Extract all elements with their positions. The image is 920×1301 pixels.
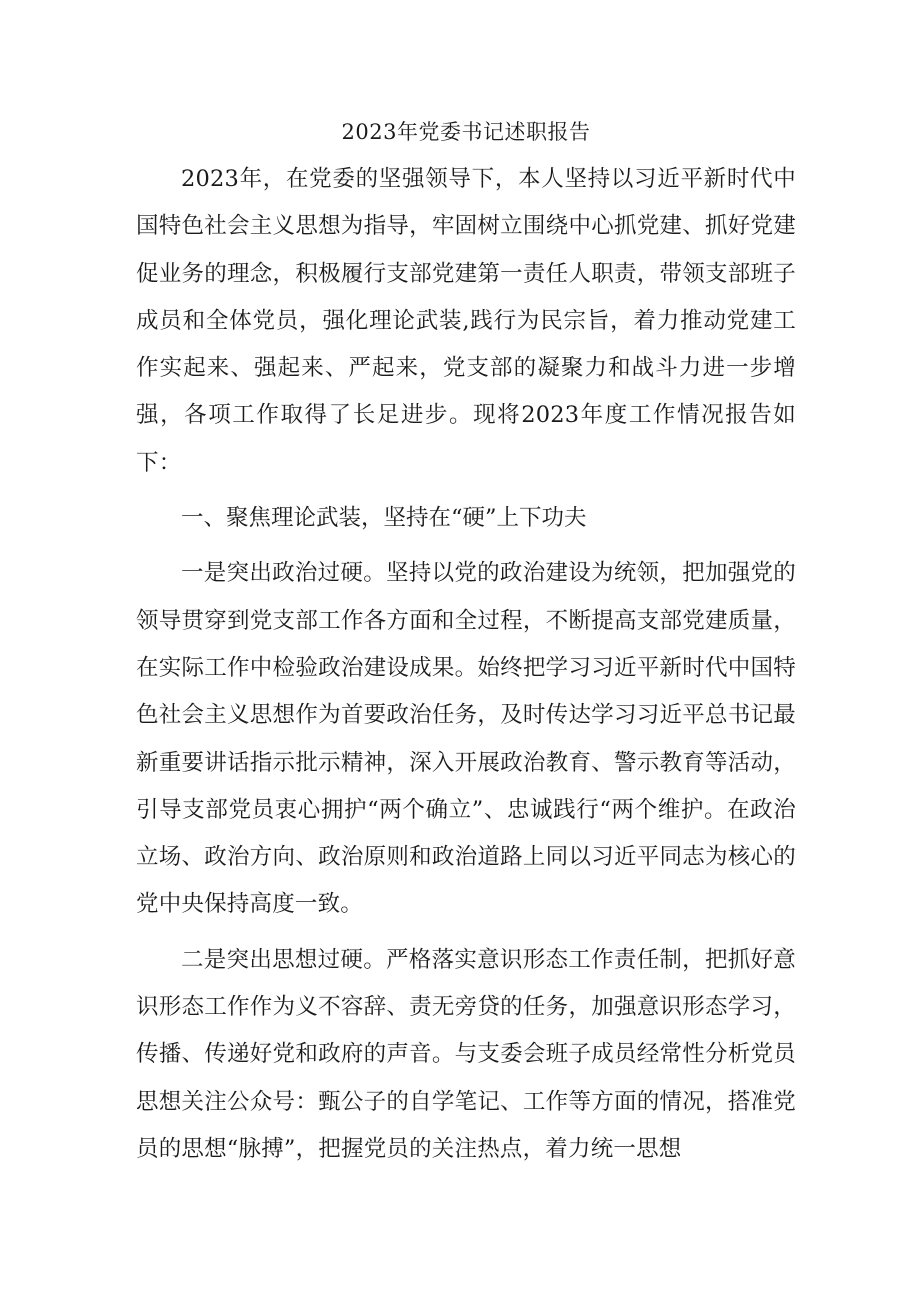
paragraph-political: 一是突出政治过硬。坚持以党的政治建设为统领，把加强党的领导贯穿到党支部工作各方面和全过程，不断提高支部党建质量，在实际工作中检验政治建设成果。始终把学习习近平新时代中国特色社会主义思想作为首要政治任务，及时传达学习习近平总书记最新重要讲话指示批示精神，深入开展政治教育、警示教育等活动，引导支部党员衷心拥护“两个确立”、忠诚践行“两个维护。在政治立场、政治方向、政治原则和政治道路上同以习近平同志为核心的党中央保持高度一致。: [136, 560, 796, 918]
intro-paragraph: 2023年，在党委的坚强领导下，本人坚持以习近平新时代中国特色社会主义思想为指导，牢固树立围绕中心抓党建、抓好党建促业务的理念，积极履行支部党建第一责任人职责，带领支部班子成员和全体党员，强化理论武装,践行为民宗旨，着力推动党建工作实起来、强起来、严起来，党支部的凝聚力和战斗力进一步增强，各项工作取得了长足进步。现将2023年度工作情况报告如下：: [136, 166, 796, 476]
section-heading: 一、聚焦理论武装，坚持在“硬”上下功夫: [181, 505, 587, 532]
document-page: [136, 112, 796, 1173]
document-title: 2023年党委书记述职报告: [341, 120, 591, 144]
paragraph-ideological: 二是突出思想过硬。严格落实意识形态工作责任制，把抓好意识形态工作作为义不容辞、责无旁贷的任务，加强意识形态学习，传播、传递好党和政府的声音。与支委会班子成员经常性分析党员思想关注公众号：甄公子的自学笔记、工作等方面的情况，搭准党员的思想“脉搏”，把握党员的关注热点，着力统一思想: [136, 946, 796, 1162]
